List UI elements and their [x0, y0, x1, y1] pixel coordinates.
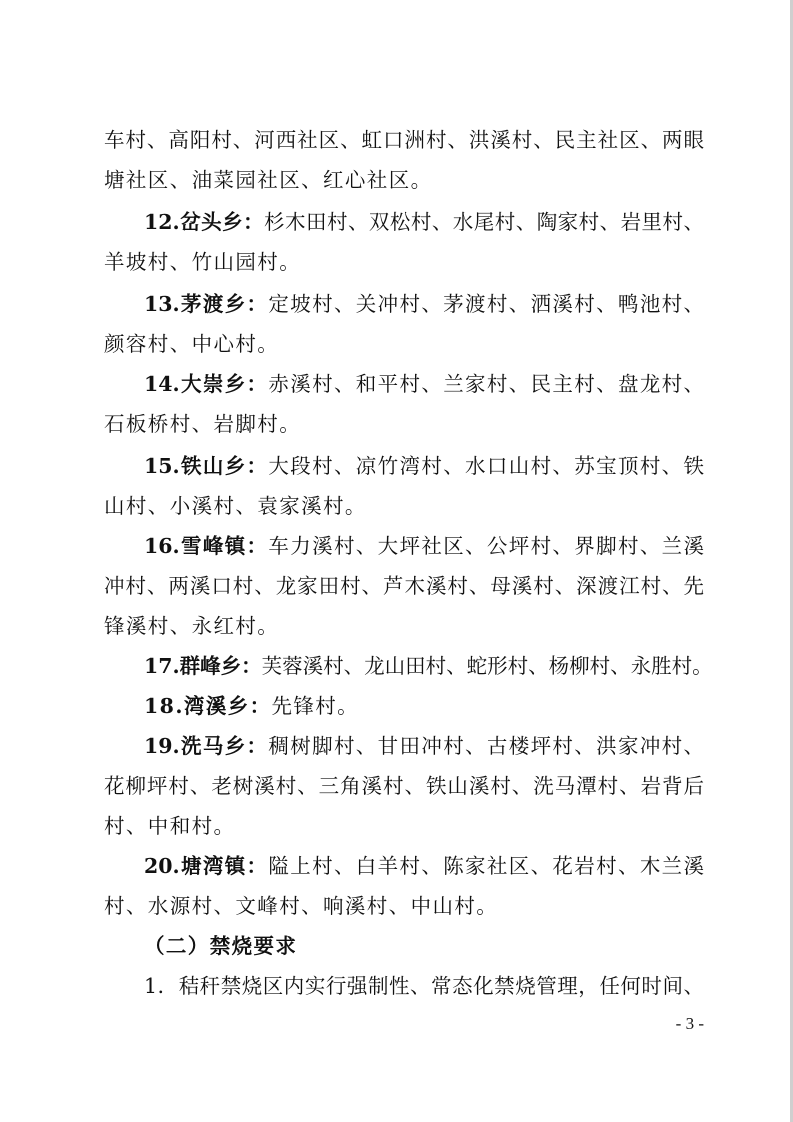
township-item-19-line-2: 花柳坪村、老树溪村、三角溪村、铁山溪村、洗马潭村、岩背后: [104, 774, 704, 798]
village-list: 杉木田村、双松村、水尾村、陶家村、岩里村、: [264, 210, 705, 234]
township-item-16-line-2: 冲村、两溪口村、龙家田村、芦木溪村、母溪村、深渡江村、先: [104, 574, 704, 598]
township-item-12: [144, 202, 704, 242]
township-item-16-line-3: 锋溪村、永红村。: [104, 614, 280, 638]
village-list: 先锋村。: [271, 694, 360, 718]
township-name: 群峰乡：: [179, 654, 262, 678]
requirement-item-1: 1．秸秆禁烧区内实行强制性、常态化禁烧管理，任何时间、: [144, 974, 704, 998]
township-name: 雪峰镇：: [179, 534, 269, 558]
township-item-14-line-2: 石板桥村、岩脚村。: [104, 412, 302, 436]
township-name: 洗马乡：: [179, 734, 269, 758]
township-item-19: [144, 726, 704, 766]
township-item-20-line-2: 村、水源村、文峰村、响溪村、中山村。: [104, 894, 499, 918]
village-list: 隘上村、白羊村、陈家社区、花岩村、木兰溪: [268, 854, 705, 878]
township-name: 铁山乡：: [179, 454, 269, 478]
item-number: 14.: [144, 372, 180, 396]
township-item-17: [144, 646, 713, 686]
township-item-19-line-3: 村、中和村。: [104, 814, 236, 838]
village-list: 芙蓉溪村、龙山田村、蛇形村、杨柳村、永胜村。: [261, 654, 713, 678]
township-name: 大崇乡：: [179, 372, 269, 396]
township-item-13: [144, 284, 704, 324]
item-number: 13.: [144, 292, 180, 316]
township-item-14: [144, 364, 704, 404]
page-number: - 3 -: [675, 1014, 704, 1033]
township-name: 塘湾镇：: [179, 854, 269, 878]
township-name: 茅渡乡：: [179, 292, 269, 316]
item-number: 12.: [144, 210, 180, 234]
township-item-12-line-2: 羊坡村、竹山园村。: [104, 250, 302, 274]
item-number: 17.: [144, 654, 180, 678]
township-item-15: [144, 446, 704, 486]
township-item-20: [144, 846, 704, 886]
item-number: 19.: [144, 734, 180, 758]
item-number: 18.: [144, 694, 184, 718]
township-name: 湾溪乡：: [183, 694, 272, 718]
village-list: 赤溪村、和平村、兰家村、民主村、盘龙村、: [268, 372, 705, 396]
township-item-18: [144, 686, 704, 726]
township-name: 岔头乡：: [179, 210, 265, 234]
township-item-13-line-2: 颜容村、中心村。: [104, 332, 280, 356]
village-list: 稠树脚村、甘田冲村、古楼坪村、洪家冲村、: [268, 734, 705, 758]
village-list: 定坡村、关冲村、茅渡村、洒溪村、鸭池村、: [268, 292, 705, 316]
continuation-line-1: 车村、高阳村、河西社区、虹口洲村、洪溪村、民主社区、两眼: [104, 128, 704, 152]
township-item-15-line-2: 山村、小溪村、袁家溪村。: [104, 494, 367, 518]
village-list: 车力溪村、大坪社区、公坪村、界脚村、兰溪: [268, 534, 705, 558]
township-item-16: [144, 526, 704, 566]
item-number: 16.: [144, 534, 180, 558]
village-list: 大段村、凉竹湾村、水口山村、苏宝顶村、铁: [268, 454, 705, 478]
item-number: 15.: [144, 454, 180, 478]
item-number: 20.: [144, 854, 180, 878]
continuation-line-2: 塘社区、油菜园社区、红心社区。: [104, 168, 433, 192]
section-heading: （二）禁烧要求: [144, 934, 298, 958]
